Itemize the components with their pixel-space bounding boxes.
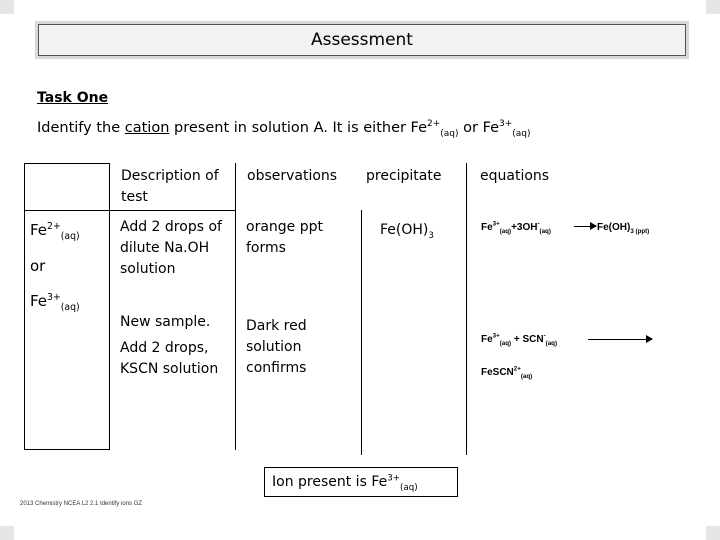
header-description: Description of test xyxy=(121,168,219,205)
corner-decoration xyxy=(706,0,720,14)
state-subscript: (aq) xyxy=(539,228,551,235)
equation-term: +3OH xyxy=(511,222,538,233)
charge-superscript: 2+ xyxy=(47,221,61,232)
prompt-underlined-word: cation xyxy=(124,120,170,136)
equation-term: Fe xyxy=(481,222,493,233)
state-subscript: (aq) xyxy=(520,373,533,380)
header-observations: observations xyxy=(247,168,338,184)
equation-term: Fe xyxy=(481,334,493,345)
row2-description-line1: New sample. xyxy=(120,314,211,330)
ion-symbol: Fe xyxy=(30,221,48,239)
row1-equation-product xyxy=(597,217,649,238)
result-label: Ion present is Fe xyxy=(272,474,388,490)
result-text xyxy=(272,473,418,493)
table-border xyxy=(361,210,362,455)
ion-symbol: Fe xyxy=(30,292,48,310)
corner-decoration xyxy=(0,0,14,14)
charge-superscript: 3+ xyxy=(499,119,513,130)
table-border xyxy=(24,163,25,450)
table-border xyxy=(235,163,236,450)
ion-fe3-label xyxy=(30,291,80,312)
table-border xyxy=(109,163,110,450)
state-subscript: (aq) xyxy=(499,228,512,235)
charge-superscript: 3+ xyxy=(47,292,61,303)
state-subscript: 3 (ppt) xyxy=(630,228,650,235)
corner-decoration xyxy=(0,526,14,540)
task-heading: Task One xyxy=(37,90,109,106)
charge-superscript: - xyxy=(537,220,540,228)
charge-superscript: 2+ xyxy=(427,119,441,130)
header-precipitate: precipitate xyxy=(366,168,442,184)
row1-precipitate xyxy=(380,220,434,241)
page-title: Assessment xyxy=(311,30,413,50)
row1-observation: orange ppt forms xyxy=(246,219,323,256)
prompt-text: or Fe xyxy=(458,120,500,136)
state-subscript: (aq) xyxy=(440,128,459,139)
table-border xyxy=(24,449,110,450)
precipitate-formula: Fe(OH) xyxy=(380,222,429,238)
table-border xyxy=(24,163,110,164)
reaction-arrow xyxy=(574,226,596,227)
task-prompt xyxy=(37,119,531,139)
corner-decoration xyxy=(706,526,720,540)
row2-equation xyxy=(481,329,557,350)
equation-term: Fe(OH) xyxy=(597,222,631,233)
formula-subscript: 3 xyxy=(428,230,434,241)
state-subscript: (aq) xyxy=(545,340,557,347)
state-subscript: (aq) xyxy=(512,128,531,139)
charge-superscript: 3+ xyxy=(387,473,401,484)
table-border xyxy=(24,210,236,211)
state-subscript: (aq) xyxy=(499,340,512,347)
header-equations: equations xyxy=(480,168,550,184)
table-border xyxy=(466,163,467,455)
ion-fe2-label xyxy=(30,220,80,241)
row2-observation: Dark red solution confirms xyxy=(246,318,307,376)
reaction-arrow xyxy=(588,339,652,340)
charge-superscript: - xyxy=(543,332,546,340)
equation-term: + SCN xyxy=(511,334,544,345)
prompt-text: Identify the xyxy=(37,120,125,136)
footer-caption: 2013 Chemistry NCEA L2 2.1 Identify ions GZ xyxy=(20,501,143,507)
row1-description: Add 2 drops of dilute Na.OH solution xyxy=(120,219,222,277)
charge-superscript: 3+ xyxy=(492,220,500,228)
state-subscript: (aq) xyxy=(60,231,80,242)
charge-superscript: 2+ xyxy=(513,365,521,373)
state-subscript: (aq) xyxy=(60,302,80,313)
row1-equation xyxy=(481,217,551,238)
state-subscript: (aq) xyxy=(400,482,418,493)
prompt-text: present in solution A. It is either Fe xyxy=(169,120,428,136)
row2-description: Add 2 drops, KSCN solution xyxy=(120,340,219,377)
or-label: or xyxy=(30,257,46,275)
row2-equation-product xyxy=(481,362,532,383)
equation-term: FeSCN xyxy=(481,367,514,378)
charge-superscript: 3+ xyxy=(492,332,500,340)
